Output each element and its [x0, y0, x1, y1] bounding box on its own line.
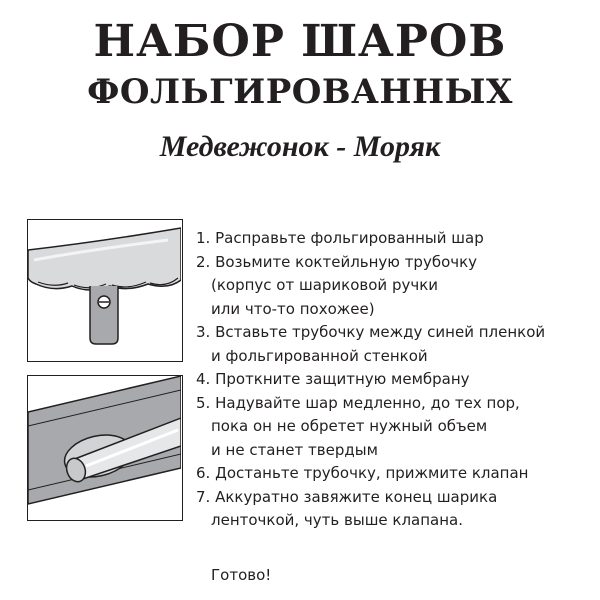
step-text: Аккуратно завяжите конец шарика [215, 487, 498, 506]
step-text: Достаньте трубочку, прижмите клапан [215, 464, 529, 482]
step-number: 3. [196, 323, 211, 341]
balloon-valve-icon [28, 220, 181, 360]
balloon-valve-illustration [27, 219, 183, 362]
instruction-step-3 [196, 321, 596, 368]
straw-insertion-illustration [27, 375, 183, 521]
step-number: 5. [196, 393, 211, 412]
step-text: Возьмите коктейльную трубочку [215, 252, 478, 271]
step-number: 4. [196, 370, 211, 388]
step-text-continued: или что-то похожее) [211, 299, 375, 318]
step-number: 6. [196, 464, 211, 482]
instruction-step-2 [196, 251, 596, 322]
instruction-step-7 [196, 486, 596, 533]
instruction-step-1 [196, 227, 596, 251]
instruction-step-5 [196, 392, 596, 463]
step-text: Надувайте шар медленно, до тех пор, [215, 393, 520, 412]
title-line-2: ФОЛЬГИРОВАННЫХ [87, 72, 513, 112]
subtitle: Медвежонок - Моряк [159, 130, 441, 163]
straw-insertion-icon [28, 376, 181, 519]
final-text: Готово! [211, 566, 272, 584]
step-text: Вставьте трубочку между синей пленкой [215, 323, 546, 341]
step-text-continued: и не станет твердым [211, 440, 378, 459]
step-text-continued: пока он не обретет нужный объем [211, 417, 488, 435]
instruction-list [196, 227, 596, 533]
title-line-1: НАБОР ШАРОВ [93, 16, 507, 67]
step-text-continued: (корпус от шариковой ручки [211, 276, 439, 294]
step-text-continued: ленточкой, чуть выше клапана. [211, 511, 464, 529]
step-text: Проткните защитную мембрану [215, 370, 470, 388]
step-number: 1. [196, 229, 211, 247]
step-number: 2. [196, 252, 211, 271]
step-text-continued: и фольгированной стенкой [211, 346, 428, 365]
step-text: Расправьте фольгированный шар [215, 229, 484, 247]
instruction-step-4 [196, 368, 596, 392]
instruction-step-6 [196, 462, 596, 486]
step-number: 7. [196, 487, 211, 506]
